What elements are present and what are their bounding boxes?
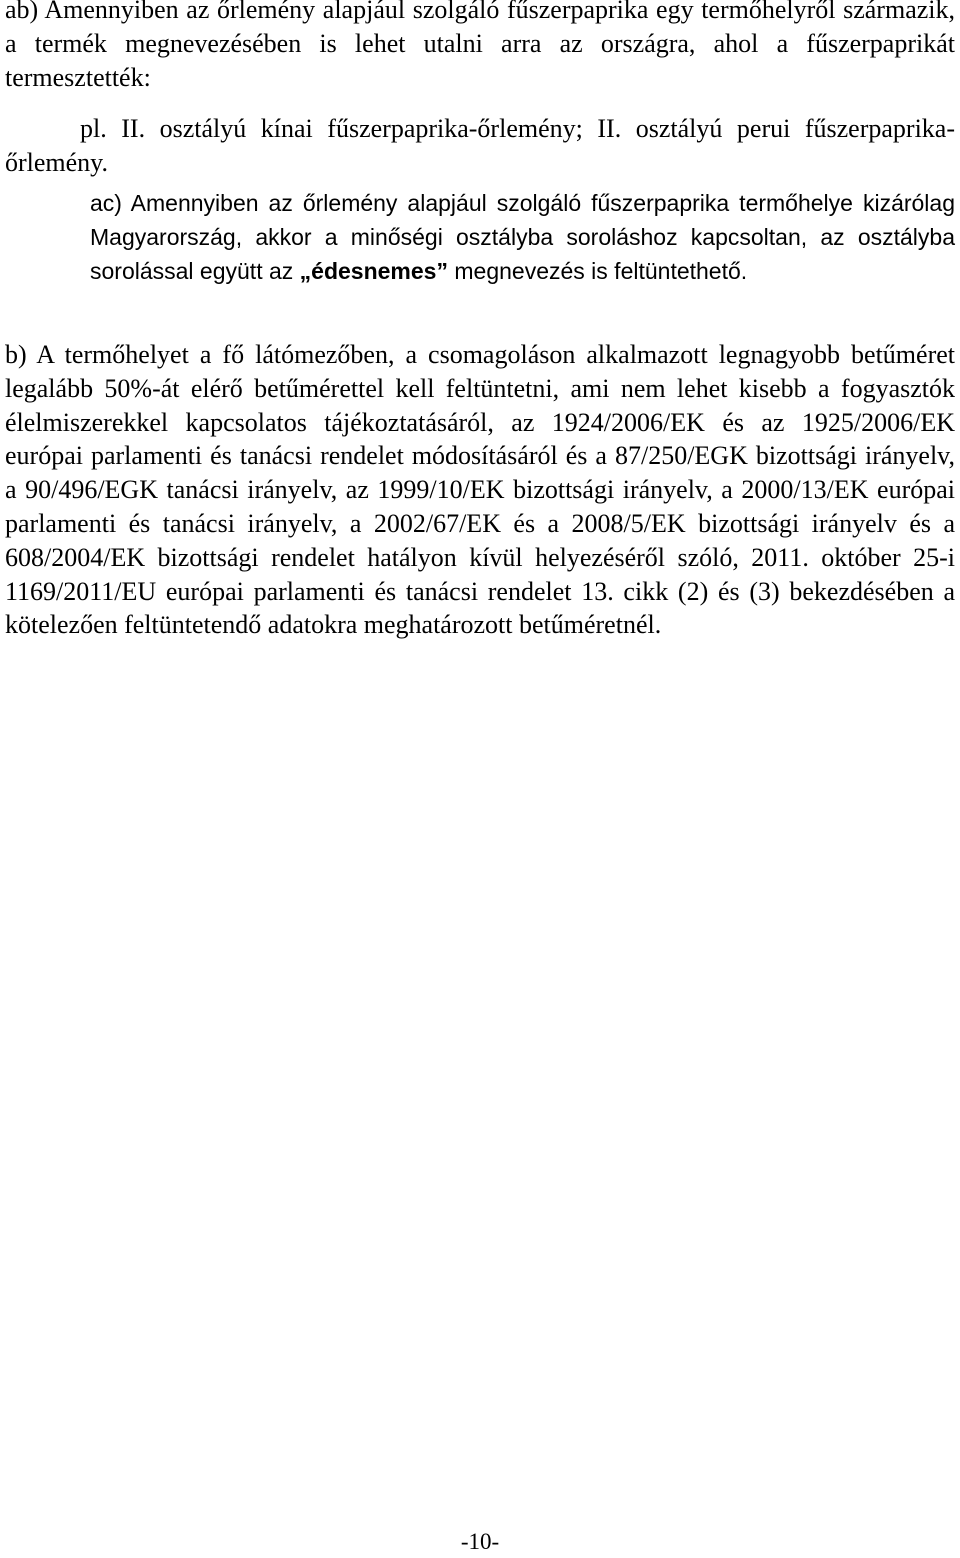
- paragraph-ab: ab) Amennyiben az őrlemény alapjául szolgáló fűszerpaprika egy termőhelyről származik, a termék megnevezésében is lehet utalni arra az országra, ahol a fűszerpaprikát termesztették:: [5, 0, 955, 92]
- paragraph-b: b) A termőhelyet a fő látómezőben, a csomagoláson alkalmazott legnagyobb betűméret legalább 50%-át elérő betűmérettel kell feltüntetni, ami nem lehet kisebb a fogyasztók élelmiszerekkel kapcsolatos tájékoztatásáról, az 1924/2006/EK és az 1925/2006/EK európai parlamenti és tanácsi rendelet módosításáról és a 87/250/EGK bizottsági irányelv, a 90/496/EGK tanácsi irányelv, az 1999/10/EK bizottsági irányelv, a 2000/13/EK európai parlamenti és tanácsi irányelv, a 2002/67/EK és a 2008/5/EK bizottsági irányelv és a 608/2004/EK bizottsági rendelet hatályon kívül helyezéséről szóló, 2011. október 25-i 1169/2011/EU európai parlamenti és tanácsi rendelet 13. cikk (2) és (3) bekezdésében a kötelezően feltüntetendő adatokra meghatározott betűméretnél.: [5, 340, 955, 640]
- paragraph-ac-text-before: ac) Amennyiben az őrlemény alapjául szolgáló fűszerpaprika termőhelye kizárólag Magyarország, akkor a minőségi osztályba soroláshoz kapcsoltan, az osztályba sorolással együtt az: [90, 190, 955, 284]
- paragraph-ac-emphasis: „édesnemes”: [299, 257, 448, 284]
- paragraph-ac: [90, 187, 955, 288]
- paragraph-ac-text-after: megnevezés is feltüntethető.: [447, 257, 748, 284]
- paragraph-ab-example: pl. II. osztályú kínai fűszerpaprika-őrlemény; II. osztályú perui fűszerpaprika-őrlemény.: [5, 114, 955, 177]
- page-number: -10-: [460, 1529, 500, 1554]
